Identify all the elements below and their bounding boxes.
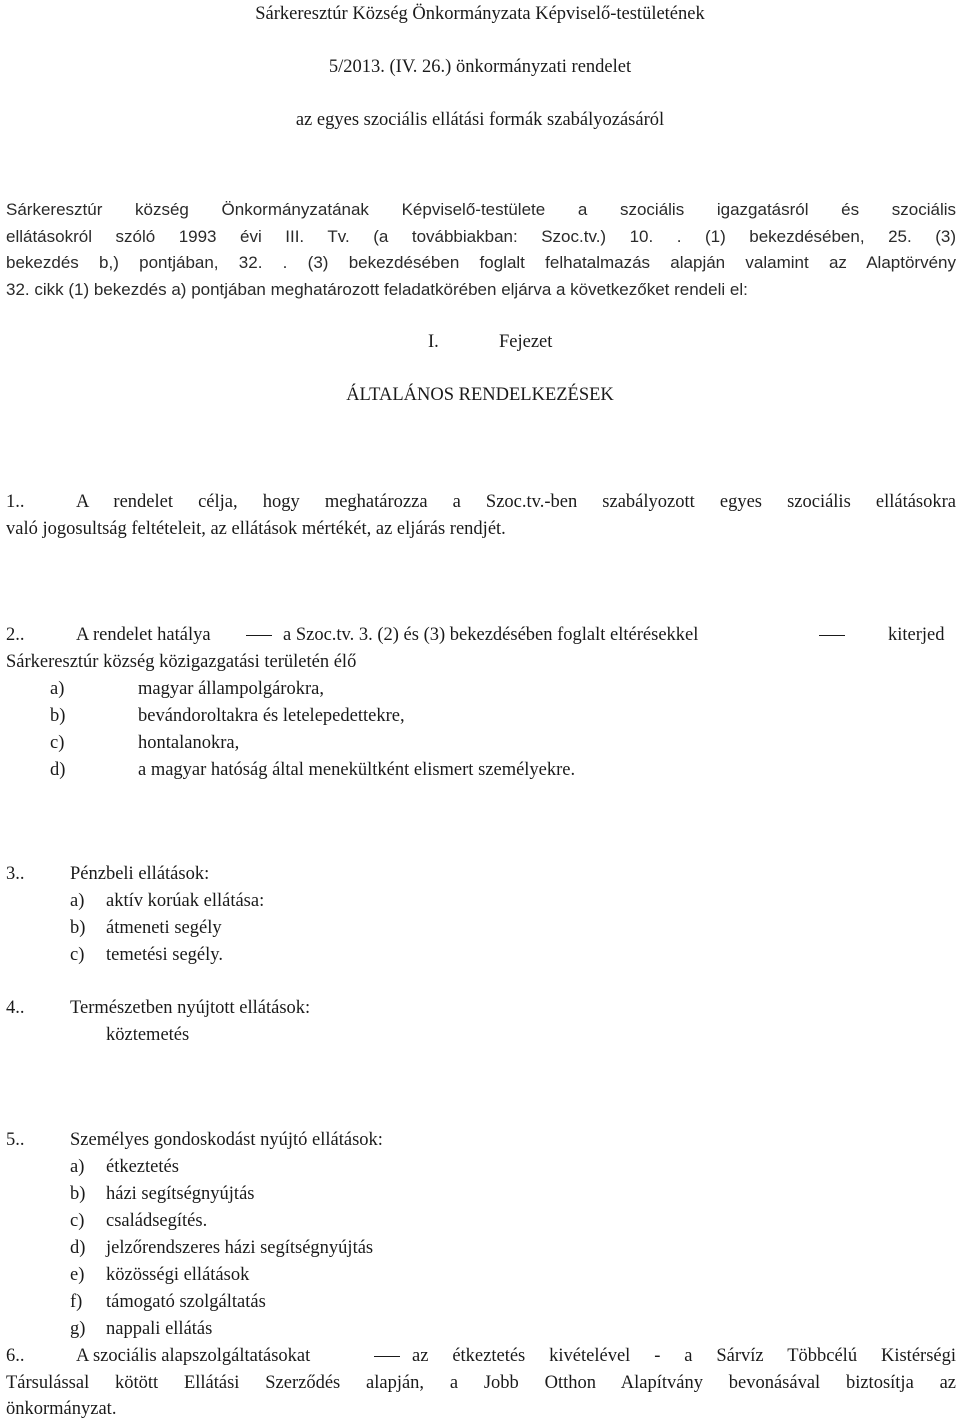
- section-6-line-1b: az étkeztetés kivételével - a Sárvíz Többcélú Kistérségi: [412, 1346, 956, 1366]
- preamble-line-2: ellátásokról szóló 1993 évi III. Tv. (a továbbiakban: Szoc.tv.) 10. . (1) bekezdésében, 25. (3): [6, 227, 956, 246]
- section-6-dash: [366, 1344, 408, 1368]
- list-item-label: a): [70, 891, 85, 911]
- list-item-label: e): [70, 1265, 85, 1285]
- list-item-text: házi segítségnyújtás: [106, 1184, 255, 1204]
- list-item-label: b): [70, 918, 86, 938]
- chapter-title: ÁLTALÁNOS RENDELKEZÉSEK: [346, 385, 614, 405]
- list-item-label: g): [70, 1319, 86, 1339]
- list-item-text: közösségi ellátások: [106, 1265, 250, 1285]
- preamble-line-4: 32. cikk (1) bekezdés a) pontjában meghatározott feladatkörében eljárva a következőket rendeli el:: [6, 280, 748, 299]
- list-item-text: átmeneti segély: [106, 918, 222, 938]
- section-6-line-2: Társulással kötött Ellátási Szerződés alapján, a Jobb Otthon Alapítvány bevonásával biztosítja az: [6, 1373, 956, 1393]
- list-item-text: étkeztetés: [106, 1157, 179, 1177]
- section-2-dash-1: [238, 623, 280, 647]
- preamble-line-3: bekezdés b,) pontjában, 32. . (3) bekezdésében foglalt felhatalmazás alapján valamint az Alaptörvény: [6, 253, 956, 272]
- list-item-label: d): [70, 1238, 86, 1258]
- section-4-number: 4..: [6, 998, 25, 1018]
- section-6-line-3: önkormányzat.: [6, 1399, 117, 1419]
- list-item-text: támogató szolgáltatás: [106, 1292, 266, 1312]
- section-2-line-1c: kiterjed: [888, 625, 945, 645]
- list-item-label: b): [50, 706, 66, 726]
- list-item-label: a): [70, 1157, 85, 1177]
- section-4-item: köztemetés: [106, 1025, 190, 1045]
- list-item-text: a magyar hatóság által menekültként elismert személyekre.: [138, 760, 576, 780]
- list-item-text: nappali ellátás: [106, 1319, 213, 1339]
- section-2-line-2: Sárkeresztúr község közigazgatási területén élő: [6, 652, 357, 672]
- section-5-title: Személyes gondoskodást nyújtó ellátások:: [70, 1130, 383, 1150]
- section-1-number: 1..: [6, 492, 25, 512]
- list-item-label: c): [70, 945, 85, 965]
- section-2-dash-2: [811, 623, 853, 647]
- list-item-text: aktív korúak ellátása:: [106, 891, 265, 911]
- list-item-text: bevándoroltakra és letelepedettekre,: [138, 706, 405, 726]
- section-1-line-2: való jogosultság feltételeit, az ellátások mértékét, az eljárás rendjét.: [6, 519, 506, 539]
- section-3-title: Pénzbeli ellátások:: [70, 864, 210, 884]
- list-item-text: családsegítés.: [106, 1211, 208, 1231]
- preamble-line-1: Sárkeresztúr község Önkormányzatának Képviselő-testülete a szociális igazgatásról és szociális: [6, 200, 956, 219]
- list-item-label: d): [50, 760, 66, 780]
- section-2-line-1b: a Szoc.tv. 3. (2) és (3) bekezdésében foglalt eltérésekkel: [283, 625, 699, 645]
- section-2-line-1a: A rendelet hatálya: [76, 625, 211, 645]
- regulation-number: 5/2013. (IV. 26.) önkormányzati rendelet: [328, 57, 632, 77]
- list-item-label: a): [50, 679, 65, 699]
- list-item-text: temetési segély.: [106, 945, 223, 965]
- regulation-subject: az egyes szociális ellátási formák szabályozásáról: [295, 110, 665, 130]
- list-item-label: c): [70, 1211, 85, 1231]
- section-6-number: 6..: [6, 1346, 25, 1366]
- issuer-title: Sárkeresztúr Község Önkormányzata Képviselő-testületének: [255, 4, 705, 24]
- chapter-word: Fejezet: [499, 332, 553, 352]
- section-1-line-1: A rendelet célja, hogy meghatározza a Szoc.tv.-ben szabályozott egyes szociális ellátásokra: [76, 492, 956, 512]
- section-5-number: 5..: [6, 1130, 25, 1150]
- list-item-text: jelzőrendszeres házi segítségnyújtás: [106, 1238, 374, 1258]
- list-item-label: f): [70, 1292, 83, 1312]
- section-2-number: 2..: [6, 625, 25, 645]
- list-item-text: hontalanokra,: [138, 733, 240, 753]
- chapter-number: I.: [428, 332, 439, 352]
- section-6-line-1a: A szociális alapszolgáltatásokat: [76, 1346, 311, 1366]
- list-item-label: b): [70, 1184, 86, 1204]
- section-3-number: 3..: [6, 864, 25, 884]
- section-4-title: Természetben nyújtott ellátások:: [70, 998, 311, 1018]
- list-item-text: magyar állampolgárokra,: [138, 679, 324, 699]
- list-item-label: c): [50, 733, 65, 753]
